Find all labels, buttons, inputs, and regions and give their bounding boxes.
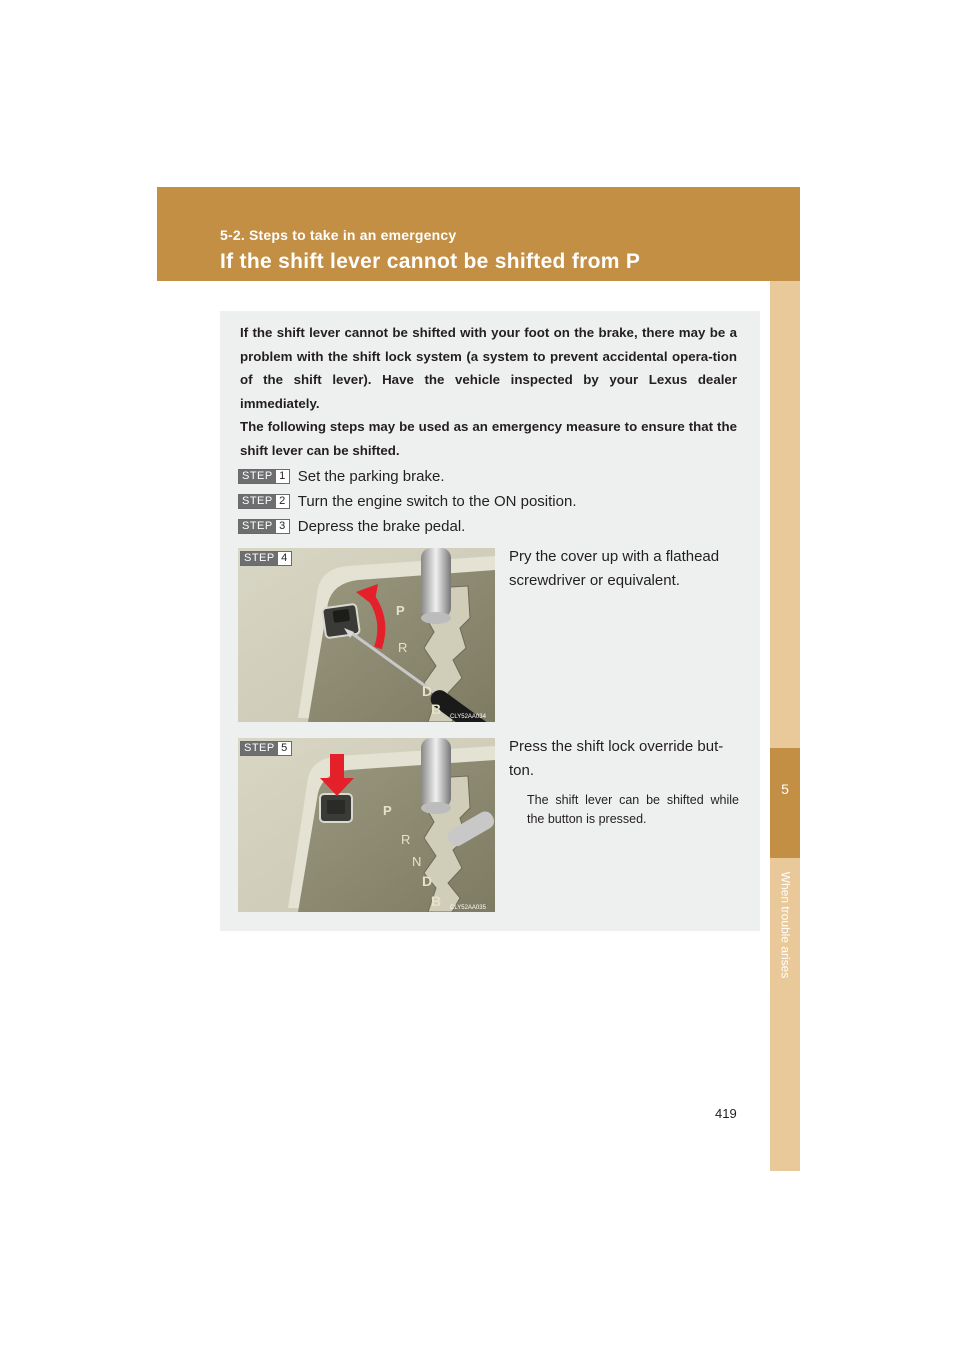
gate-letter-r: R <box>398 640 408 655</box>
chapter-title <box>771 860 799 990</box>
step-badge <box>238 469 290 484</box>
step-badge-number: 1 <box>276 470 289 483</box>
gate-letter-d: D <box>422 683 433 699</box>
override-button <box>320 794 352 822</box>
image-code: CLY52AA035 <box>450 905 486 911</box>
chapter-title-text: When trouble arises <box>778 871 792 979</box>
page-title: If the shift lever cannot be shifted from P <box>220 250 641 273</box>
intro-text <box>240 321 737 462</box>
gate-letter-p: P <box>383 803 392 818</box>
content-box <box>220 311 760 931</box>
step-badge <box>240 741 292 756</box>
chapter-number: 5 <box>781 781 789 797</box>
step-badge-number: 4 <box>278 552 291 565</box>
step-badge <box>238 494 290 509</box>
intro-paragraph-2: The following steps may be used as an emergency measure to ensure that the shift lever can be shifted. <box>240 419 737 458</box>
arrow-down-red-icon <box>330 754 344 780</box>
cover-button <box>322 604 360 638</box>
gate-letter-n: N <box>412 854 422 869</box>
step-badge-label: STEP <box>239 495 276 508</box>
step-5-text: Press the shift lock override but-ton. <box>509 738 724 779</box>
step-badge-label: STEP <box>239 520 276 533</box>
step-badge-label: STEP <box>239 470 276 483</box>
step-2 <box>238 491 577 511</box>
step-badge-label: STEP <box>241 552 278 565</box>
step-4-illustration <box>238 548 495 722</box>
step-5-illustration <box>238 738 495 912</box>
step-5-note: The shift lever can be shifted while the button is pressed. <box>527 793 739 826</box>
step-1-text: Set the parking brake. <box>297 467 445 485</box>
gate-letter-p: P <box>396 603 405 618</box>
page-header <box>157 187 800 281</box>
shift-gate-photo-1 <box>238 548 495 722</box>
step-3 <box>238 516 465 536</box>
image-code: CLY52AA034 <box>450 714 486 720</box>
gate-letter-b: B <box>431 701 442 717</box>
chapter-number-block <box>770 748 800 858</box>
step-badge <box>238 519 290 534</box>
step-1 <box>238 466 445 486</box>
step-3-text: Depress the brake pedal. <box>297 517 466 535</box>
step-4-text: Pry the cover up with a flathead screwdriver or equivalent. <box>509 548 720 589</box>
step-badge-number: 2 <box>276 495 289 508</box>
chapter-side-tab[interactable] <box>770 281 800 1171</box>
step-badge-number: 3 <box>276 520 289 533</box>
section-label: 5-2. Steps to take in an emergency <box>220 227 457 243</box>
shift-gate-photo-2 <box>238 738 495 912</box>
step-badge <box>240 551 292 566</box>
step-badge-number: 5 <box>278 742 291 755</box>
step-badge-label: STEP <box>241 742 278 755</box>
gate-letter-r: R <box>401 832 411 847</box>
step-2-text: Turn the engine switch to the ON position. <box>297 492 577 510</box>
intro-paragraph-1: If the shift lever cannot be shifted with your foot on the brake, there may be a problem with the shift lock system (a system to prevent accidental opera-tion of the shift lever). Have the vehicle inspected by your Lexus dealer immediately. <box>240 325 737 411</box>
gate-letter-d: D <box>422 873 433 889</box>
gate-letter-b: B <box>431 893 442 909</box>
page-number: 419 <box>715 1106 737 1121</box>
